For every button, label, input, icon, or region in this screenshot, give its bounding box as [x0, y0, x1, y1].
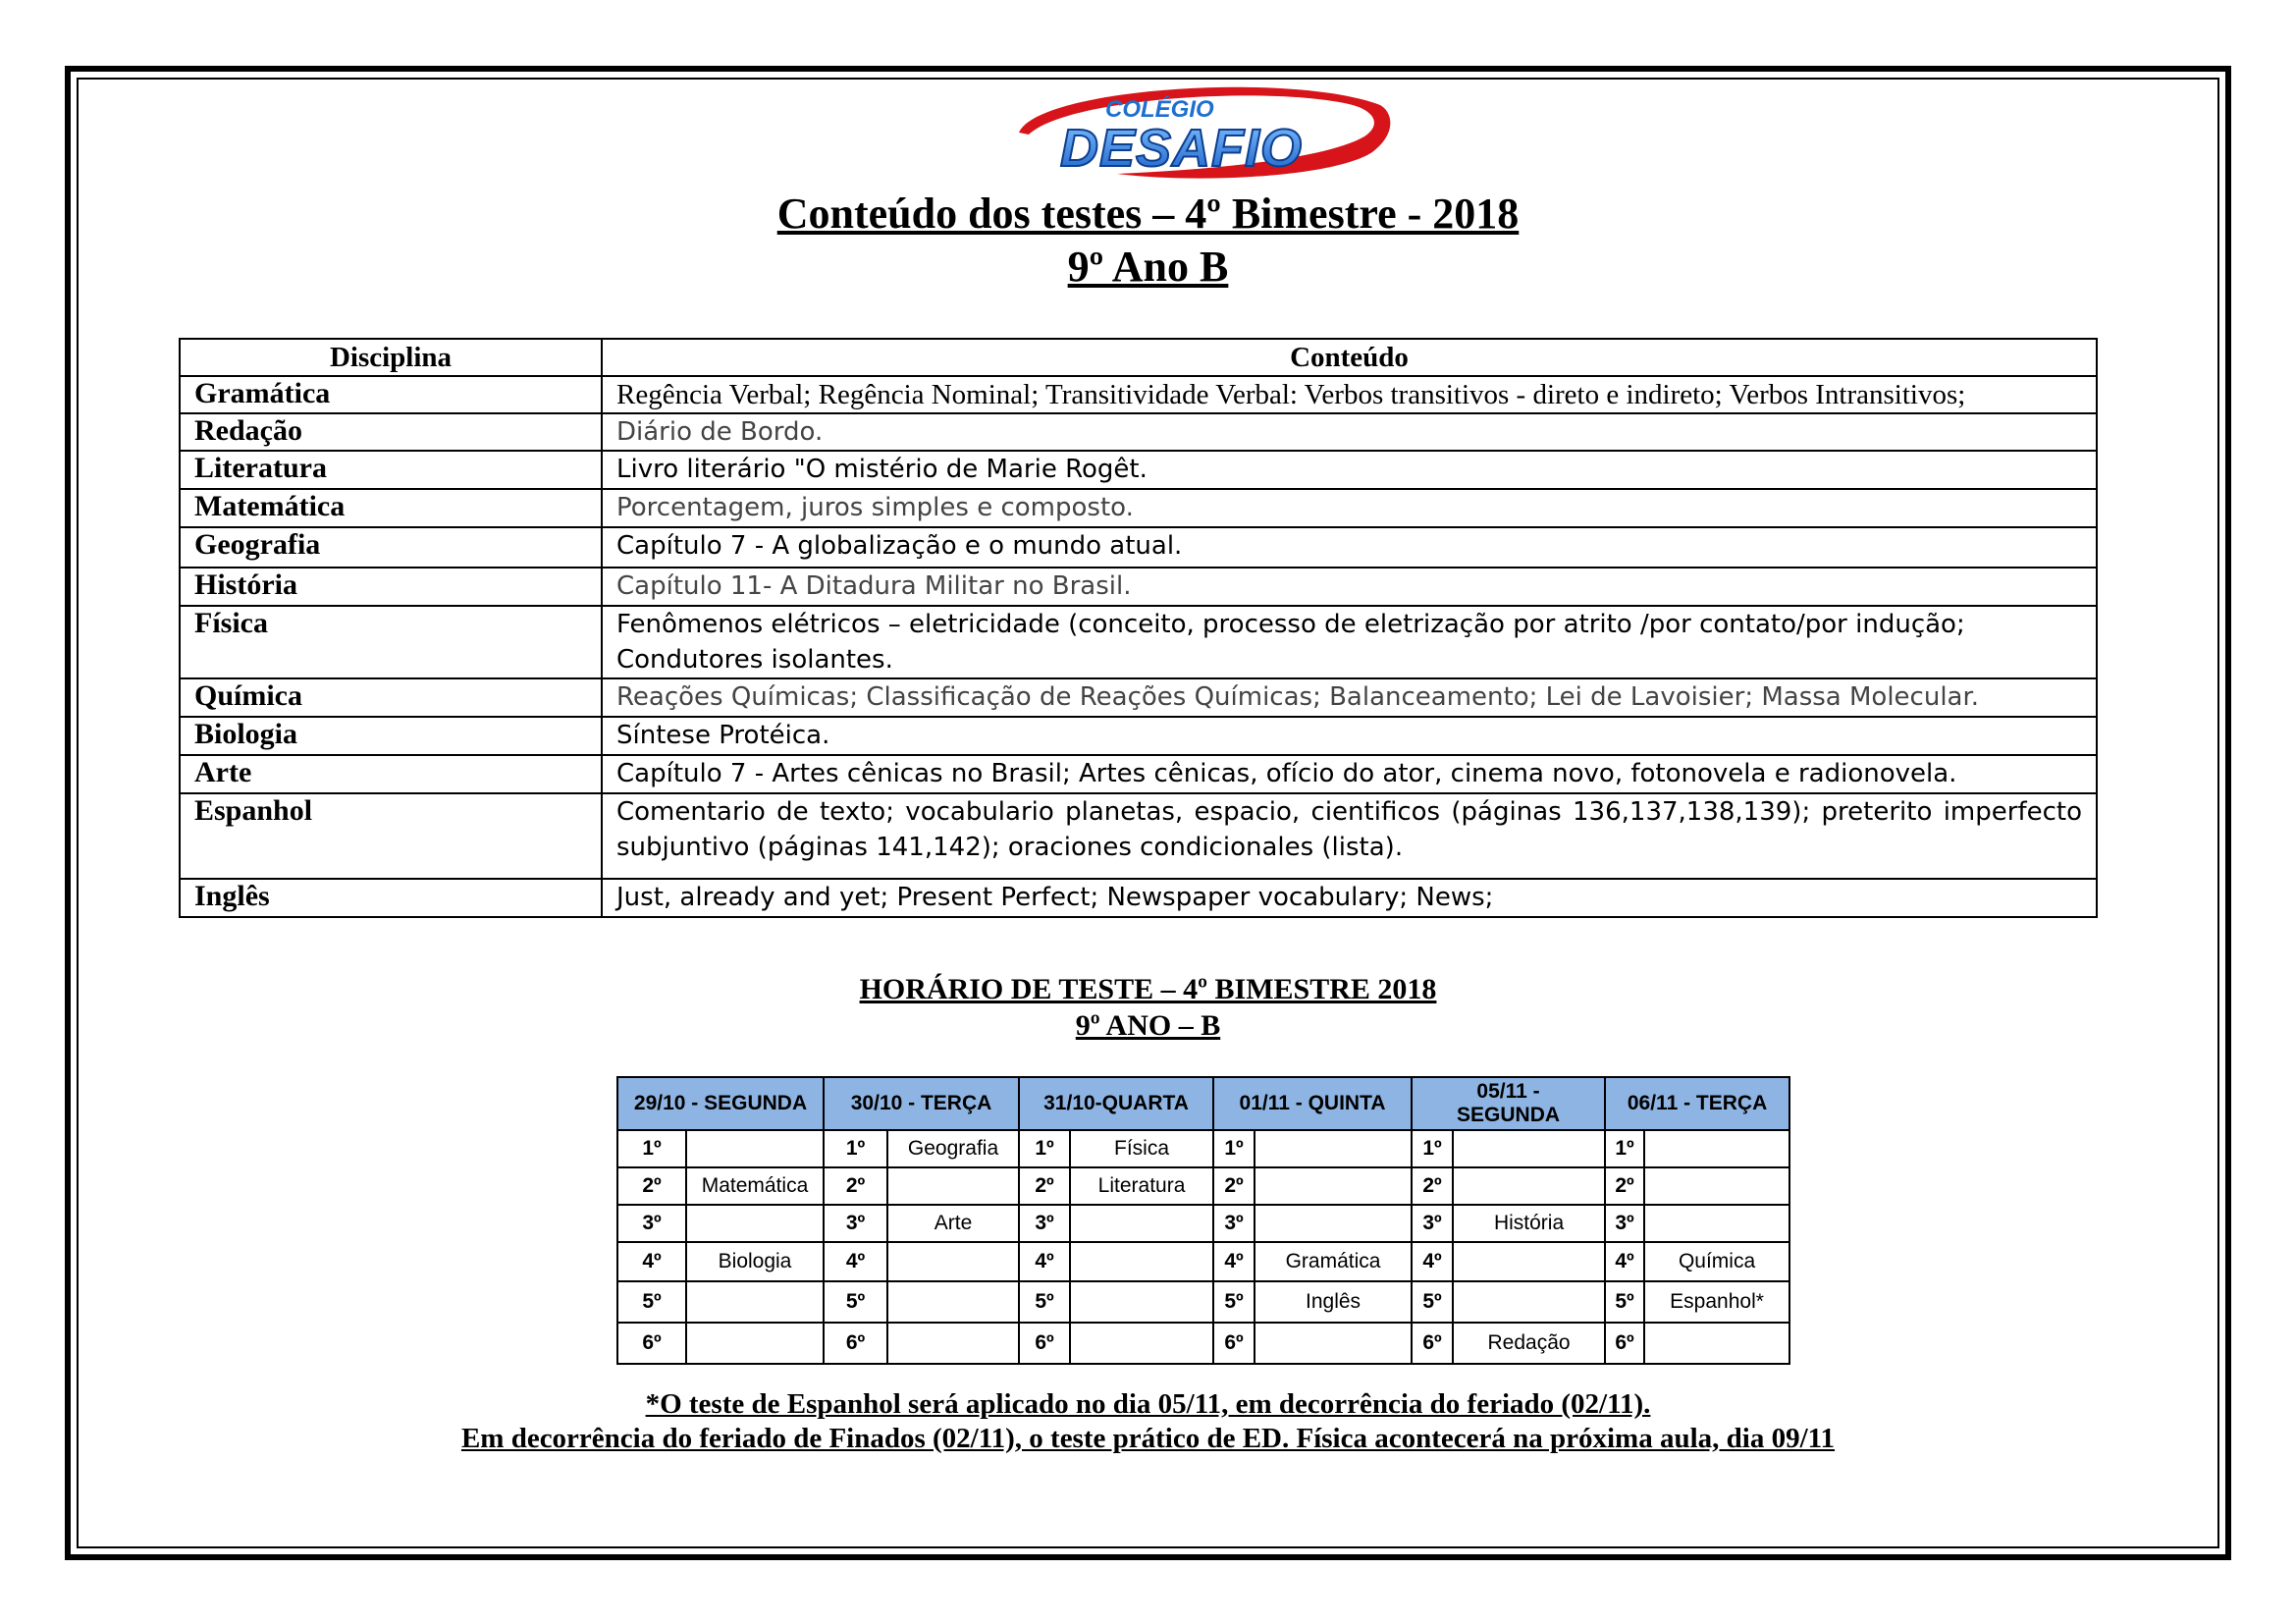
table-row	[180, 793, 2097, 879]
note-physical-education: Em decorrência do feriado de Finados (02/11), o teste prático de ED. Física acontecerá na próxima aula, dia 09/11	[460, 1423, 1836, 1454]
period-cell: 3º	[1019, 1205, 1070, 1242]
subject-cell: História	[180, 568, 602, 606]
subject-slot-cell	[1255, 1167, 1412, 1205]
table-row	[180, 678, 2097, 717]
period-cell: 4º	[1605, 1242, 1644, 1281]
content-cell: Just, already and yet; Present Perfect; Newspaper vocabulary; News;	[602, 879, 2097, 917]
subject-cell: Arte	[180, 755, 602, 793]
content-cell: Capítulo 7 - Artes cênicas no Brasil; Artes cênicas, ofício do ator, cinema novo, fotonovela e radionovela.	[602, 755, 2097, 793]
period-cell: 6º	[1213, 1323, 1255, 1364]
day-header: 05/11 - SEGUNDA	[1412, 1077, 1605, 1130]
period-cell: 1º	[1605, 1130, 1644, 1167]
period-cell: 5º	[1605, 1281, 1644, 1323]
subject-cell: Inglês	[180, 879, 602, 917]
day-header: 30/10 - TERÇA	[824, 1077, 1019, 1130]
period-cell: 5º	[617, 1281, 686, 1323]
table-row	[180, 489, 2097, 527]
subject-slot-cell: Física	[1070, 1130, 1213, 1167]
subject-cell: Gramática	[180, 376, 602, 413]
subject-slot-cell	[686, 1323, 824, 1364]
content-cell: Capítulo 7 - A globalização e o mundo atual.	[602, 527, 2097, 568]
period-cell: 2º	[1213, 1167, 1255, 1205]
logo-text-desafio: DESAFIO	[1060, 119, 1304, 178]
period-cell: 5º	[1213, 1281, 1255, 1323]
subject-slot-cell: Inglês	[1255, 1281, 1412, 1323]
subject-slot-cell	[1644, 1130, 1789, 1167]
column-header-disciplina: Disciplina	[180, 339, 602, 376]
subject-slot-cell	[1453, 1130, 1605, 1167]
period-cell: 4º	[1412, 1242, 1453, 1281]
period-cell: 2º	[1605, 1167, 1644, 1205]
subject-slot-cell: Matemática	[686, 1167, 824, 1205]
table-row	[617, 1323, 1789, 1364]
subject-slot-cell	[887, 1281, 1019, 1323]
subject-slot-cell	[1070, 1281, 1213, 1323]
subject-cell: Matemática	[180, 489, 602, 527]
content-cell: Livro literário "O mistério de Marie Rogêt.	[602, 451, 2097, 489]
period-cell: 2º	[1412, 1167, 1453, 1205]
period-cell: 3º	[1213, 1205, 1255, 1242]
content-cell: Diário de Bordo.	[602, 413, 2097, 451]
subject-cell: Biologia	[180, 717, 602, 755]
page-subtitle: 9º Ano B	[1067, 243, 1229, 291]
table-row	[180, 451, 2097, 489]
subject-cell: Geografia	[180, 527, 602, 568]
table-row	[180, 879, 2097, 917]
subject-slot-cell	[1255, 1205, 1412, 1242]
subject-slot-cell	[887, 1167, 1019, 1205]
day-header: 29/10 - SEGUNDA	[617, 1077, 824, 1130]
table-row	[180, 568, 2097, 606]
schedule-table	[616, 1076, 1790, 1365]
subject-slot-cell: Biologia	[686, 1242, 824, 1281]
period-cell: 2º	[824, 1167, 887, 1205]
table-row	[180, 376, 2097, 413]
content-table-header-row	[180, 339, 2097, 376]
period-cell: 5º	[1019, 1281, 1070, 1323]
subject-slot-cell	[1453, 1281, 1605, 1323]
subject-cell: Química	[180, 678, 602, 717]
period-cell: 4º	[617, 1242, 686, 1281]
subject-slot-cell: Geografia	[887, 1130, 1019, 1167]
subject-slot-cell: Literatura	[1070, 1167, 1213, 1205]
schedule-title: HORÁRIO DE TESTE – 4º BIMESTRE 2018	[859, 973, 1437, 1005]
period-cell: 1º	[1213, 1130, 1255, 1167]
period-cell: 4º	[824, 1242, 887, 1281]
subject-slot-cell: Química	[1644, 1242, 1789, 1281]
day-header: 01/11 - QUINTA	[1213, 1077, 1412, 1130]
period-cell: 2º	[617, 1167, 686, 1205]
table-row	[180, 413, 2097, 451]
column-header-conteudo: Conteúdo	[602, 339, 2097, 376]
subject-slot-cell: Espanhol*	[1644, 1281, 1789, 1323]
day-header: 06/11 - TERÇA	[1605, 1077, 1789, 1130]
schedule-subtitle: 9º ANO – B	[1075, 1009, 1221, 1042]
subject-slot-cell: Redação	[1453, 1323, 1605, 1364]
table-row	[180, 606, 2097, 678]
subject-slot-cell	[1644, 1167, 1789, 1205]
subject-slot-cell	[686, 1281, 824, 1323]
logo-text-colegio: COLÉGIO	[1105, 96, 1214, 123]
content-cell: Reações Químicas; Classificação de Reações Químicas; Balanceamento; Lei de Lavoisier; Massa Molecular.	[602, 678, 2097, 717]
period-cell: 1º	[617, 1130, 686, 1167]
period-cell: 6º	[617, 1323, 686, 1364]
period-cell: 6º	[1412, 1323, 1453, 1364]
subject-slot-cell	[686, 1130, 824, 1167]
period-cell: 1º	[1019, 1130, 1070, 1167]
subject-cell: Espanhol	[180, 793, 602, 879]
table-row	[180, 755, 2097, 793]
table-row	[180, 717, 2097, 755]
subject-cell: Redação	[180, 413, 602, 451]
table-row	[617, 1205, 1789, 1242]
table-row	[617, 1242, 1789, 1281]
content-cell: Síntese Protéica.	[602, 717, 2097, 755]
day-header: 31/10-QUARTA	[1019, 1077, 1213, 1130]
subject-slot-cell	[1453, 1242, 1605, 1281]
content-cell: Regência Verbal; Regência Nominal; Transitividade Verbal: Verbos transitivos - direto e indireto; Verbos Intransitivos;	[602, 376, 2097, 413]
subject-slot-cell	[1070, 1242, 1213, 1281]
subject-slot-cell	[1070, 1323, 1213, 1364]
period-cell: 4º	[1019, 1242, 1070, 1281]
table-row	[617, 1167, 1789, 1205]
subject-slot-cell	[1255, 1130, 1412, 1167]
period-cell: 5º	[1412, 1281, 1453, 1323]
period-cell: 1º	[824, 1130, 887, 1167]
subject-cell: Física	[180, 606, 602, 678]
subject-slot-cell: História	[1453, 1205, 1605, 1242]
period-cell: 5º	[824, 1281, 887, 1323]
content-cell: Fenômenos elétricos – eletricidade (conceito, processo de eletrização por atrito /por contato/por indução; Condutores isolantes.	[602, 606, 2097, 678]
table-row	[617, 1130, 1789, 1167]
subject-slot-cell	[887, 1242, 1019, 1281]
page-title: Conteúdo dos testes – 4º Bimestre - 2018	[776, 189, 1520, 238]
period-cell: 4º	[1213, 1242, 1255, 1281]
content-cell: Comentario de texto; vocabulario planetas, espacio, cientificos (páginas 136,137,138,139); preterito imperfecto subjuntivo (páginas 141,142); oraciones condicionales (lista).	[602, 793, 2097, 879]
subject-slot-cell	[686, 1205, 824, 1242]
table-row	[180, 527, 2097, 568]
subject-slot-cell	[1644, 1205, 1789, 1242]
subject-slot-cell	[1070, 1205, 1213, 1242]
subject-cell: Literatura	[180, 451, 602, 489]
period-cell: 3º	[1605, 1205, 1644, 1242]
period-cell: 3º	[617, 1205, 686, 1242]
period-cell: 1º	[1412, 1130, 1453, 1167]
subject-slot-cell	[1644, 1323, 1789, 1364]
subject-slot-cell: Arte	[887, 1205, 1019, 1242]
note-spanish-test: *O teste de Espanhol será aplicado no dia 05/11, em decorrência do feriado (02/11).	[645, 1388, 1651, 1420]
subject-slot-cell	[1255, 1323, 1412, 1364]
subject-slot-cell	[887, 1323, 1019, 1364]
period-cell: 6º	[1605, 1323, 1644, 1364]
subject-slot-cell: Gramática	[1255, 1242, 1412, 1281]
schedule-header-row	[617, 1077, 1789, 1130]
content-cell: Capítulo 11- A Ditadura Militar no Brasil.	[602, 568, 2097, 606]
period-cell: 6º	[1019, 1323, 1070, 1364]
content-cell: Porcentagem, juros simples e composto.	[602, 489, 2097, 527]
subject-slot-cell	[1453, 1167, 1605, 1205]
colegio-desafio-logo	[999, 76, 1402, 184]
period-cell: 3º	[1412, 1205, 1453, 1242]
period-cell: 3º	[824, 1205, 887, 1242]
table-row	[617, 1281, 1789, 1323]
content-table	[179, 338, 2098, 918]
period-cell: 6º	[824, 1323, 887, 1364]
period-cell: 2º	[1019, 1167, 1070, 1205]
